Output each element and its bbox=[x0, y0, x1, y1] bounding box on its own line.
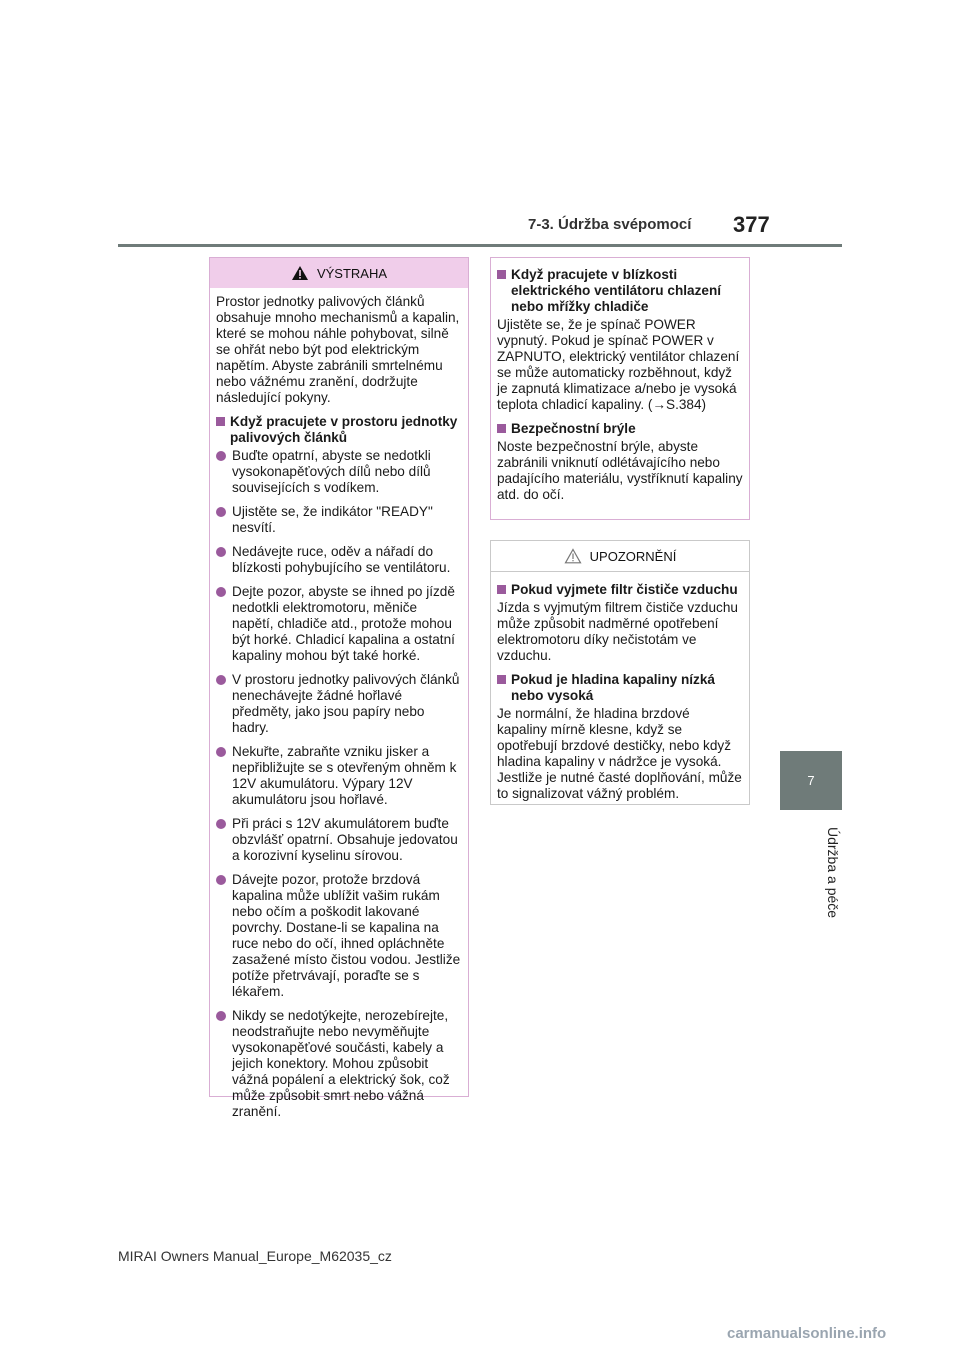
dot-bullet-icon bbox=[216, 587, 226, 597]
chapter-label: Údržba a péče bbox=[825, 827, 841, 919]
subheading-text: Pokud vyjmete filtr čističe vzduchu bbox=[511, 582, 738, 597]
caution-subheading bbox=[497, 672, 743, 704]
warning-title: VÝSTRAHA bbox=[316, 265, 388, 281]
bullet-item bbox=[216, 816, 462, 864]
caution-title: UPOZORNĚNÍ bbox=[589, 548, 677, 564]
square-bullet-icon bbox=[216, 417, 225, 426]
paragraph: Ujistěte se, že je spínač POWER vypnutý. Pokud je spínač POWER v ZAPNUTO, elektrický ventilátor chlazení se může automaticky rozběhnout, když je zapnutá klimatizace a/nebo je vysoká teplota chladicí kapaliny. (→S.384) bbox=[497, 317, 740, 412]
caution-triangle-icon bbox=[564, 548, 582, 564]
bullet-item bbox=[216, 448, 462, 496]
dot-bullet-icon bbox=[216, 547, 226, 557]
footer-text: MIRAI Owners Manual_Europe_M62035_cz bbox=[118, 1248, 392, 1264]
bullet-item bbox=[216, 872, 462, 1000]
bullet-text: V prostoru jednotky palivových článků nenechávejte žádné hořlavé předměty, jako jsou papíry nebo hadry. bbox=[232, 672, 460, 735]
bullet-text: Nekuřte, zabraňte vzniku jisker a nepřibližujte se s otevřeným ohněm k 12V akumulátoru. Výpary 12V akumulátoru jsou hořlavé. bbox=[232, 744, 457, 807]
paragraph: Noste bezpečnostní brýle, abyste zabránili vniknutí odlétávajícího nebo padajícího materiálu, vystříknutí kapaliny atd. do očí. bbox=[497, 439, 743, 502]
dot-bullet-icon bbox=[216, 675, 226, 685]
warning-intro: Prostor jednotky palivových článků obsahuje mnoho mechanismů a kapalin, které se mohou náhle pohybovat, silně se ohřát nebo být pod elektrickým napětím. Abyste zabránili smrtelnému nebo vážnému zranění, dodržujte následující pokyny. bbox=[216, 294, 460, 405]
warning-subheading bbox=[216, 414, 462, 446]
warning-header bbox=[210, 258, 468, 288]
dot-bullet-icon bbox=[216, 747, 226, 757]
bullet-item bbox=[216, 544, 462, 576]
subheading-text: Když pracujete v blízkosti elektrického ventilátoru chlazení nebo mřížky chladiče bbox=[511, 267, 722, 314]
watermark: carmanualsonline.info bbox=[727, 1325, 887, 1342]
bullet-text: Ujistěte se, že indikátor "READY" nesvítí. bbox=[232, 504, 433, 535]
warning-subheading bbox=[497, 421, 743, 437]
bullet-text: Nikdy se nedotýkejte, nerozebírejte, neodstraňujte nebo nevyměňujte vysokonapěťové součásti, kabely a jejich konektory. Mohou způsobit vážná popálení a elektrický šok, což může způsobit smrt nebo vážná zranění. bbox=[232, 1008, 450, 1119]
warning-box-continued bbox=[490, 257, 750, 520]
square-bullet-icon bbox=[497, 675, 506, 684]
bullet-item bbox=[216, 1008, 462, 1120]
paragraph: Jízda s vyjmutým filtrem čističe vzduchu může způsobit nadměrné opotřebení elektromotoru díky nečistotám ve vzduchu. bbox=[497, 600, 738, 663]
bullet-item bbox=[216, 744, 462, 808]
subheading-text: Bezpečnostní brýle bbox=[511, 421, 636, 436]
bullet-text: Nedávejte ruce, oděv a nářadí do blízkosti pohybujícího se ventilátoru. bbox=[232, 544, 451, 575]
bullet-text: Dejte pozor, abyste se ihned po jízdě nedotkli elektromotoru, měniče napětí, chladiče atd., protože mohou být horké. Chladicí kapalina a ostatní kapaliny mohou být také horké. bbox=[232, 584, 455, 663]
dot-bullet-icon bbox=[216, 451, 226, 461]
bullet-text: Dávejte pozor, protože brzdová kapalina může ublížit vašim rukám nebo očím a poškodit lakované povrchy. Dostane-li se kapalina na ruce nebo do očí, ihned opláchněte zasažené místo čistou vodou. Jestliže potíže přetrvávají, poraďte se s lékařem. bbox=[232, 872, 461, 999]
dot-bullet-icon bbox=[216, 507, 226, 517]
bullet-item bbox=[216, 584, 462, 664]
bullet-text: Buďte opatrní, abyste se nedotkli vysokonapěťových dílů nebo dílů souvisejících s vodíkem. bbox=[232, 448, 431, 495]
paragraph: Je normální, že hladina brzdové kapaliny mírně klesne, když se opotřebují brzdové destičky, nebo když hladina kapaliny v nádržce je vysoká. Jestliže je nutné časté doplňování, může to signalizovat vážný problém. bbox=[497, 706, 742, 801]
chapter-tab[interactable]: 7 bbox=[780, 751, 842, 810]
header-rule bbox=[118, 244, 842, 247]
warning-triangle-icon bbox=[291, 265, 309, 281]
warning-subheading bbox=[497, 267, 743, 315]
warning-continued-body bbox=[491, 258, 749, 519]
square-bullet-icon bbox=[497, 424, 506, 433]
section-title: 7-3. Údržba svépomocí bbox=[528, 216, 692, 233]
page-number: 377 bbox=[733, 212, 770, 237]
bullet-text: Při práci s 12V akumulátorem buďte obzvlášť opatrní. Obsahuje jedovatou a korozivní kyselinu sírovou. bbox=[232, 816, 458, 863]
warning-box bbox=[209, 257, 469, 1119]
dot-bullet-icon bbox=[216, 819, 226, 829]
bullet-item bbox=[216, 672, 462, 736]
caution-box bbox=[490, 540, 750, 805]
caution-header bbox=[491, 541, 749, 572]
subheading-text: Když pracujete v prostoru jednotky palivových článků bbox=[230, 414, 458, 445]
warning-body bbox=[210, 288, 468, 1136]
dot-bullet-icon bbox=[216, 875, 226, 885]
caution-subheading bbox=[497, 582, 743, 598]
bullet-item bbox=[216, 504, 462, 536]
dot-bullet-icon bbox=[216, 1011, 226, 1021]
subheading-text: Pokud je hladina kapaliny nízká nebo vysoká bbox=[511, 672, 715, 703]
square-bullet-icon bbox=[497, 585, 506, 594]
square-bullet-icon bbox=[497, 270, 506, 279]
caution-body bbox=[491, 572, 749, 818]
